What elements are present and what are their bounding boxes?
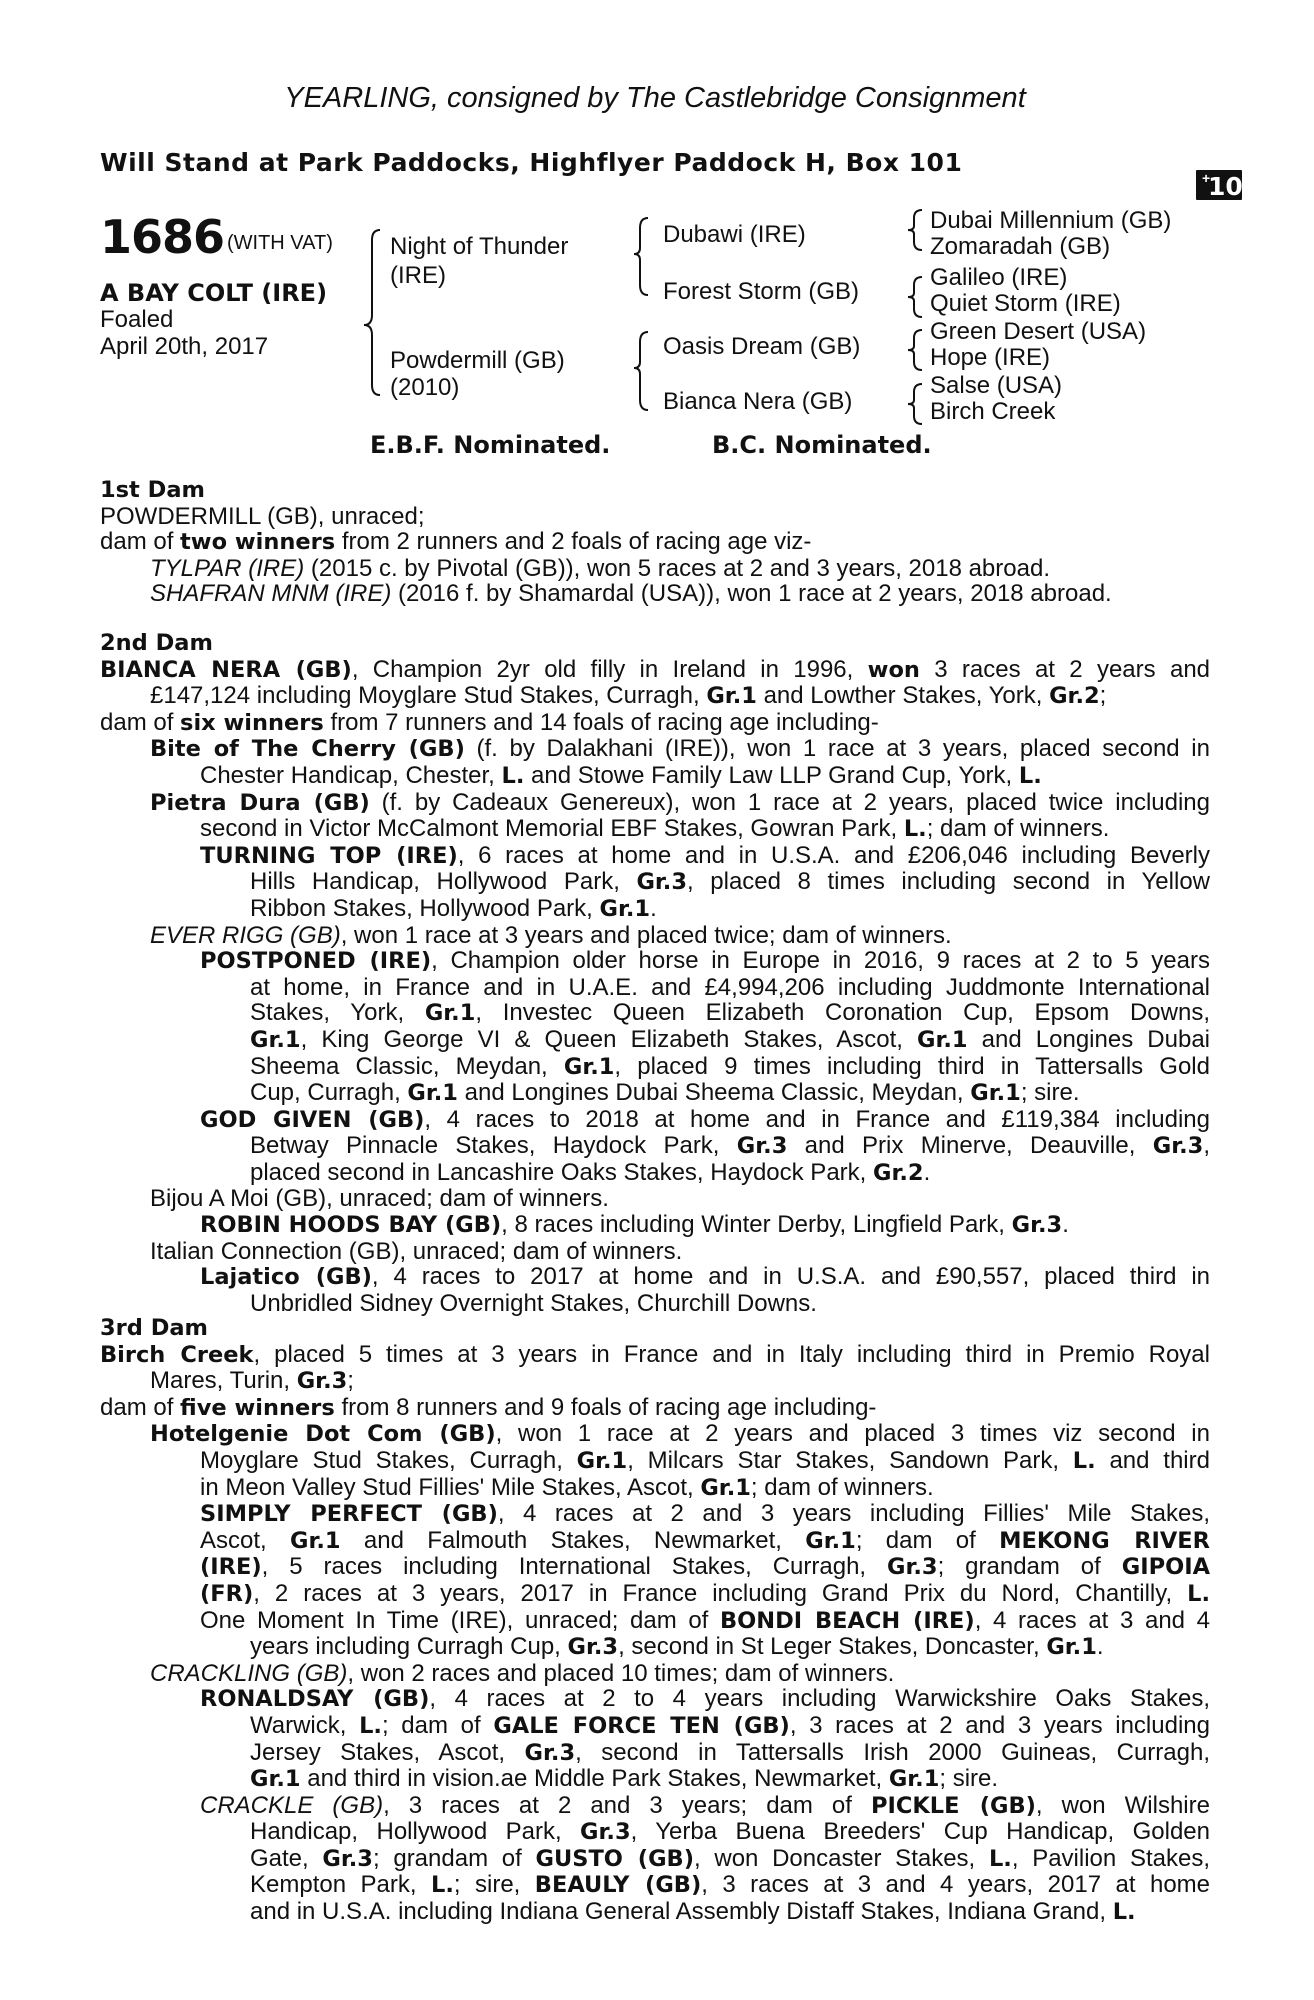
third-dam-section <box>100 1316 1210 1926</box>
second-dam-line: second in Victor McCalmont Memorial EBF Stakes, Gowran Park, L.; dam of winners. <box>200 815 1110 843</box>
first-dam-line: TYLPAR (IRE) (2015 c. by Pivotal (GB)), won 5 races at 2 and 3 years, 2018 abroad. <box>150 554 1050 582</box>
third-dam-line: SIMPLY PERFECT (GB), 4 races at 2 and 3 years including Fillies' Mile Stakes, <box>200 1500 1211 1528</box>
ddd: Birch Creek <box>930 398 1056 425</box>
third-dam-line: CRACKLE (GB), 3 races at 2 and 3 years; dam of PICKLE (GB), won Wilshire <box>200 1791 1210 1819</box>
first-dam-line: dam of two winners from 2 runners and 2 foals of racing age viz- <box>100 528 812 556</box>
lot-title: A BAY COLT (IRE) <box>100 279 328 307</box>
sire-origin: (IRE) <box>390 262 446 289</box>
third-dam-line: Warwick, L.; dam of GALE FORCE TEN (GB), 3 races at 2 and 3 years including <box>250 1711 1210 1739</box>
second-dam-line: BIANCA NERA (GB), Champion 2yr old filly in Ireland in 1996, won 3 races at 2 years and <box>100 655 1211 683</box>
third-dam-line: and in U.S.A. including Indiana General Assembly Distaff Stakes, Indiana Grand, L. <box>250 1898 1136 1926</box>
badge-10-icon: + 10 <box>1196 170 1242 200</box>
dss: Green Desert (USA) <box>930 318 1147 345</box>
first-dam-section <box>100 478 1210 607</box>
second-dam-line: TURNING TOP (IRE), 6 races at home and in U.S.A. and £206,046 including Beverly <box>200 841 1210 869</box>
foaled-label: Foaled <box>100 306 174 333</box>
third-dam-line: Kempton Park, L.; sire, BEAULY (GB), 3 races at 3 and 4 years, 2017 at home <box>250 1871 1211 1899</box>
third-dam-line: Gate, Gr.3; grandam of GUSTO (GB), won Doncaster Stakes, L., Pavilion Stakes, <box>250 1844 1210 1872</box>
sire-name: Night of Thunder <box>390 233 569 260</box>
dam-sire: Oasis Dream (GB) <box>663 333 861 360</box>
second-dam-line: £147,124 including Moyglare Stud Stakes, Curragh, Gr.1 and Lowther Stakes, York, Gr.2; <box>150 682 1107 710</box>
catalogue-page <box>100 0 1243 2000</box>
lot-number: 1686 <box>100 210 225 264</box>
brace-dam <box>634 332 648 410</box>
second-dam-line: POSTPONED (IRE), Champion older horse in Europe in 2016, 9 races at 2 to 5 years <box>200 947 1210 975</box>
second-dam-line: GOD GIVEN (GB), 4 races to 2018 at home and in France and £119,384 including <box>200 1105 1210 1133</box>
third-dam-line: dam of five winners from 8 runners and 9 foals of racing age including- <box>100 1393 877 1421</box>
dam-dam: Bianca Nera (GB) <box>663 388 853 415</box>
stand-location: Will Stand at Park Paddocks, Highflyer Paddock H, Box 101 <box>100 148 963 177</box>
brace-ss <box>908 210 922 250</box>
second-dam-line: Stakes, York, Gr.1, Investec Queen Elizabeth Coronation Cup, Epsom Downs, <box>250 999 1210 1027</box>
sds: Galileo (IRE) <box>930 264 1068 291</box>
second-dam-line: Lajatico (GB), 4 races to 2017 at home and in U.S.A. and £90,557, placed third in <box>200 1263 1211 1291</box>
second-dam-section <box>100 631 1210 1316</box>
third-dam-line: Mares, Turin, Gr.3; <box>150 1367 354 1395</box>
second-dam-line: at home, in France and in U.A.E. and £4,994,206 including Juddmonte International <box>250 973 1210 1001</box>
second-dam-line: ROBIN HOODS BAY (GB), 8 races including Winter Derby, Lingfield Park, Gr.3. <box>200 1211 1069 1239</box>
third-dam-line: Jersey Stakes, Ascot, Gr.3, second in Tattersalls Irish 2000 Guineas, Curragh, <box>250 1738 1210 1766</box>
second-dam-line: dam of six winners from 7 runners and 14 foals of racing age including- <box>100 708 879 736</box>
second-dam-line: Cup, Curragh, Gr.1 and Longines Dubai Sheema Classic, Meydan, Gr.1; sire. <box>250 1079 1080 1107</box>
second-dam-line: Gr.1, King George VI & Queen Elizabeth Stakes, Ascot, Gr.1 and Longines Dubai <box>250 1025 1210 1053</box>
third-dam-line: (IRE), 5 races including International Stakes, Curragh, Gr.3; grandam of GIPOIA <box>200 1553 1210 1581</box>
dsd: Hope (IRE) <box>930 344 1051 371</box>
second-dam-line: Sheema Classic, Meydan, Gr.1, placed 9 times including third in Tattersalls Gold <box>250 1052 1210 1080</box>
dds: Salse (USA) <box>930 372 1063 399</box>
third-dam-line: Moyglare Stud Stakes, Curragh, Gr.1, Milcars Star Stakes, Sandown Park, L. and third <box>200 1446 1210 1474</box>
dam-name: Powdermill (GB) <box>390 347 565 374</box>
second-dam-line: Hills Handicap, Hollywood Park, Gr.3, placed 8 times including second in Yellow <box>250 868 1211 896</box>
sdd: Quiet Storm (IRE) <box>930 290 1121 317</box>
second-dam-line: Unbridled Sidney Overnight Stakes, Churchill Downs. <box>250 1289 817 1317</box>
sire-dam: Forest Storm (GB) <box>663 278 860 305</box>
first-dam-line: POWDERMILL (GB), unraced; <box>100 502 425 530</box>
third-dam-line: CRACKLING (GB), won 2 races and placed 10 times; dam of winners. <box>150 1659 895 1687</box>
third-dam-line: RONALDSAY (GB), 4 races at 2 to 4 years including Warwickshire Oaks Stakes, <box>200 1685 1210 1713</box>
consignment-heading: YEARLING, consigned by The Castlebridge Consignment <box>284 82 1026 114</box>
second-dam-line: Chester Handicap, Chester, L. and Stowe Family Law LLP Grand Cup, York, L. <box>200 761 1042 789</box>
third-dam-title: 3rd Dam <box>100 1315 208 1341</box>
third-dam-line: (FR), 2 races at 3 years, 2017 in France including Grand Prix du Nord, Chantilly, L. <box>200 1579 1210 1607</box>
ssd: Zomaradah (GB) <box>930 233 1111 260</box>
second-dam-line: Betway Pinnacle Stakes, Haydock Park, Gr.3 and Prix Minerve, Deauville, Gr.3, <box>250 1132 1210 1160</box>
third-dam-line: Birch Creek, placed 5 times at 3 years in France and in Italy including third in Premio Royal <box>100 1340 1210 1368</box>
brace-parents <box>364 230 380 395</box>
second-dam-line: placed second in Lancashire Oaks Stakes, Haydock Park, Gr.2. <box>250 1158 931 1186</box>
first-dam-line: SHAFRAN MNM (IRE) (2016 f. by Shamardal (USA)), won 1 race at 2 years, 2018 abroad. <box>150 580 1112 608</box>
second-dam-line: EVER RIGG (GB), won 1 race at 3 years and placed twice; dam of winners. <box>150 921 952 949</box>
brace-dd <box>908 384 922 424</box>
brace-ds <box>908 330 922 370</box>
brace-sd <box>908 277 922 317</box>
third-dam-line: Ascot, Gr.1 and Falmouth Stakes, Newmarket, Gr.1; dam of MEKONG RIVER <box>200 1526 1210 1554</box>
vat-note: (WITH VAT) <box>227 232 333 254</box>
third-dam-line: Handicap, Hollywood Park, Gr.3, Yerba Buena Breeders' Cup Handicap, Golden <box>250 1818 1211 1846</box>
third-dam-line: years including Curragh Cup, Gr.3, second in St Leger Stakes, Doncaster, Gr.1. <box>250 1633 1104 1661</box>
sire-sire: Dubawi (IRE) <box>663 221 806 248</box>
dam-year: (2010) <box>390 374 460 401</box>
third-dam-line: in Meon Valley Stud Fillies' Mile Stakes, Ascot, Gr.1; dam of winners. <box>200 1473 934 1501</box>
second-dam-line: Pietra Dura (GB) (f. by Cadeaux Genereux), won 1 race at 2 years, placed twice including <box>150 788 1211 816</box>
ebf-nominated: E.B.F. Nominated. <box>370 431 611 459</box>
brace-sire <box>634 218 648 295</box>
sss: Dubai Millennium (GB) <box>930 207 1172 234</box>
third-dam-line: Gr.1 and third in vision.ae Middle Park Stakes, Newmarket, Gr.1; sire. <box>250 1765 999 1793</box>
first-dam-title: 1st Dam <box>100 477 205 503</box>
third-dam-line: One Moment In Time (IRE), unraced; dam of BONDI BEACH (IRE), 4 races at 3 and 4 <box>200 1606 1211 1634</box>
third-dam-line: Hotelgenie Dot Com (GB), won 1 race at 2 years and placed 3 times viz second in <box>150 1420 1210 1448</box>
second-dam-line: Bijou A Moi (GB), unraced; dam of winners. <box>150 1185 609 1213</box>
bc-nominated: B.C. Nominated. <box>712 431 932 459</box>
second-dam-line: Bite of The Cherry (GB) (f. by Dalakhani (IRE)), won 1 race at 3 years, placed second in <box>150 735 1210 763</box>
second-dam-title: 2nd Dam <box>100 630 213 656</box>
foaled-date: April 20th, 2017 <box>100 333 269 360</box>
second-dam-line: Ribbon Stakes, Hollywood Park, Gr.1. <box>250 894 657 922</box>
second-dam-line: Italian Connection (GB), unraced; dam of winners. <box>150 1237 683 1265</box>
